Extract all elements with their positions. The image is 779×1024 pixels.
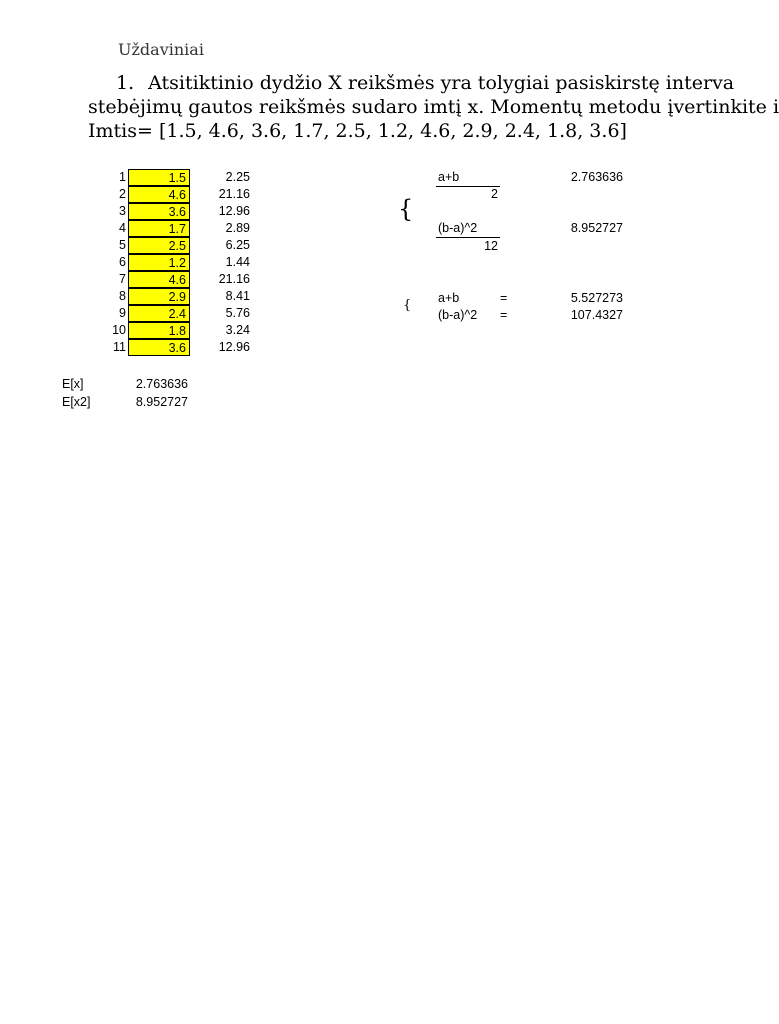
sample-value-cell: 1.5 [128,169,190,186]
sample-value-cell: 4.6 [128,186,190,203]
eq1-denominator: 2 [491,187,498,201]
squared-value-cell: 6.25 [225,238,250,252]
ex-label: E[x] [62,377,84,391]
ex-value: 2.763636 [135,377,188,391]
problem-line-1-text: Atsitiktinio dydžio X reikšmės yra tolygiai pasiskirstę interva [148,72,735,94]
sys2-eq2-value: 107.4327 [570,308,623,322]
squared-value-cell: 12.96 [218,204,250,218]
sample-value-cell: 1.2 [128,254,190,271]
sample-value-cell: 2.5 [128,237,190,254]
sys2-eq1-value: 5.527273 [570,291,623,305]
squared-value-cell: 5.76 [225,306,250,320]
squared-value-cell: 21.16 [218,187,250,201]
sample-value-cell: 3.6 [128,203,190,220]
sample-value-cell: 3.6 [128,339,190,356]
sample-value-cell: 2.9 [128,288,190,305]
sample-value-cell: 1.8 [128,322,190,339]
squared-value-cell: 12.96 [218,340,250,354]
sample-value-cell: 4.6 [128,271,190,288]
cutoff-heading [118,40,228,59]
squared-value-cell: 2.89 [225,221,250,235]
sys2-eq2-lhs: (b-a)^2 [438,308,478,322]
squared-value-cell: 1.44 [225,255,250,269]
row-index: 2 [119,187,126,201]
sample-value-cell: 2.4 [128,305,190,322]
row-index: 4 [119,221,126,235]
problem-line-2: stebėjimų gautos reikšmės sudaro imtį x. Momentų metodu įvertinkite i [88,96,779,118]
row-index: 11 [113,340,126,354]
problem-line-1 [116,70,734,96]
eq2-numerator: (b-a)^2 [438,221,478,235]
row-index: 10 [112,323,126,337]
sys2-eq1-equals: = [500,291,508,305]
sys2-eq2-equals: = [500,308,508,322]
eq1-value: 2.763636 [570,170,623,184]
row-index: 9 [119,306,126,320]
sample-value-cell: 1.7 [128,220,190,237]
row-index: 7 [119,272,126,286]
row-index: 3 [119,204,126,218]
eq2-denominator: 12 [484,239,498,253]
system2-brace: { [403,298,412,313]
sys2-eq1-lhs: a+b [438,291,460,305]
row-index: 8 [119,289,126,303]
problem-line-3: Imtis= [1.5, 4.6, 3.6, 1.7, 2.5, 1.2, 4.6, 2.9, 2.4, 1.8, 3.6] [88,120,627,142]
system1-brace: { [398,195,414,223]
row-index: 6 [119,255,126,269]
ex2-value: 8.952727 [135,395,188,409]
row-index: 5 [119,238,126,252]
row-index: 1 [119,170,126,184]
cutoff-heading-text: Uždaviniai [118,40,204,59]
squared-value-cell: 21.16 [218,272,250,286]
squared-value-cell: 8.41 [225,289,250,303]
problem-number: 1. [116,72,135,94]
problem-statement [0,40,779,145]
eq1-numerator: a+b [438,170,460,184]
eq2-value: 8.952727 [570,221,623,235]
squared-value-cell: 2.25 [225,170,250,184]
squared-value-cell: 3.24 [225,323,250,337]
ex2-label: E[x2] [62,395,91,409]
